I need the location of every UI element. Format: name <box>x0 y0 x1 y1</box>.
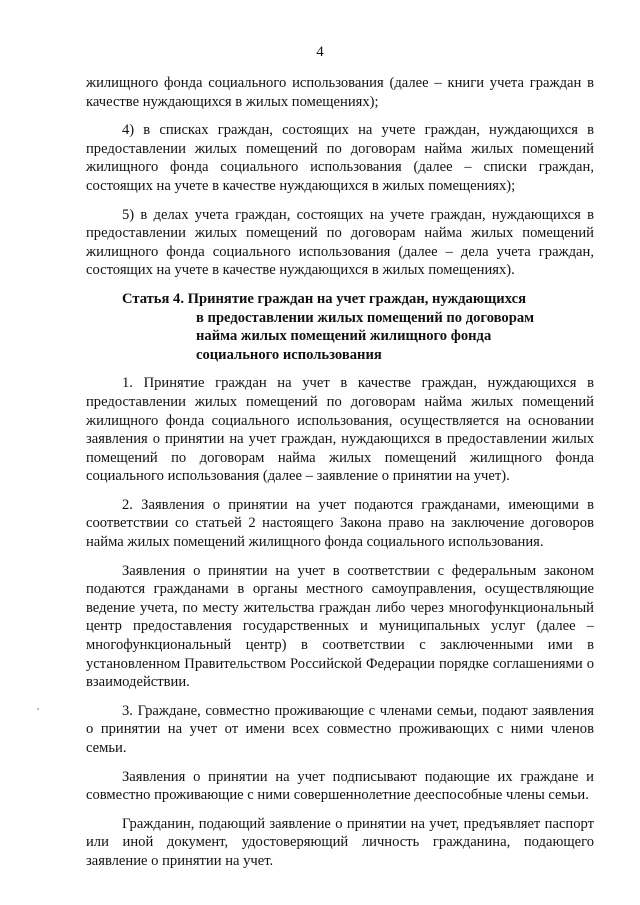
document-body <box>86 74 594 881</box>
paragraph-clause-3-cont: Заявления о принятии на учет подписывают подающие их граждане и совместно проживающие с ними совершеннолетние дееспособные члены семьи. <box>86 768 594 804</box>
article-title-line-3: найма жилых помещений жилищного фонда <box>196 328 492 345</box>
article-title-line-1: Статья 4. Принятие граждан на учет граждан, нуждающихся <box>122 290 526 307</box>
scan-artifact <box>37 708 39 710</box>
paragraph-clause-3-passport: Гражданин, подающий заявление о принятии на учет, предъявляет паспорт или иной документ, удостоверяющий личность гражданина, подающего заявление о принятии на учет. <box>86 815 594 869</box>
article-title-line-4: социального использования <box>196 346 382 363</box>
paragraph-continuation: жилищного фонда социального использования (далее – книги учета граждан в качестве нуждающихся в жилых помещениях); <box>86 75 594 110</box>
article-4-heading <box>86 290 594 364</box>
paragraph-item-4: 4) в списках граждан, состоящих на учете граждан, нуждающихся в предоставлении жилых помещений по договорам найма жилых помещений жилищного фонда социального использования (далее – списки граждан, состоящих на учете в качестве нуждающихся в жилых помещениях); <box>86 122 594 194</box>
paragraph-clause-2: 2. Заявления о принятии на учет подаются гражданами, имеющими в соответствии со статьей 2 настоящего Закона право на заключение договоров найма жилых помещений жилищного фонда социального использования. <box>86 496 594 551</box>
paragraph-clause-2-cont: Заявления о принятии на учет в соответствии с федеральным законом подаются гражданами в органы местного самоуправления, осуществляющие ведение учета, по месту жительства граждан либо через многофункциональный центр предоставления государственных и муниципальных услуг (далее – многофункциональный центр) в соответствии с заключенными ими в установленном Правительством Российской Федерации порядке соглашениями о взаимодействии. <box>86 562 594 691</box>
paragraph-clause-1: 1. Принятие граждан на учет в качестве граждан, нуждающихся в предоставлении жилых помещений по договорам найма жилых помещений жилищного фонда социального использования, осуществляется на основании заявления о принятии на учет граждан, нуждающихся в предоставлении жилых помещений по договорам найма жилых помещений жилищного фонда социального использования (далее – заявление о принятии на учет). <box>86 375 594 485</box>
paragraph-clause-3: 3. Граждане, совместно проживающие с членами семьи, подают заявления о принятии на учет от имени всех совместно проживающих с ними членов семьи. <box>86 702 594 756</box>
page-number: 4 <box>316 44 324 60</box>
paragraph-item-5: 5) в делах учета граждан, состоящих на учете граждан, нуждающихся в предоставлении жилых помещений по договорам найма жилых помещений жилищного фонда социального использования (далее – дела учета граждан, состоящих на учете в качестве нуждающихся в жилых помещениях). <box>86 206 594 279</box>
article-title-line-2: в предоставлении жилых помещений по договорам <box>196 309 535 326</box>
